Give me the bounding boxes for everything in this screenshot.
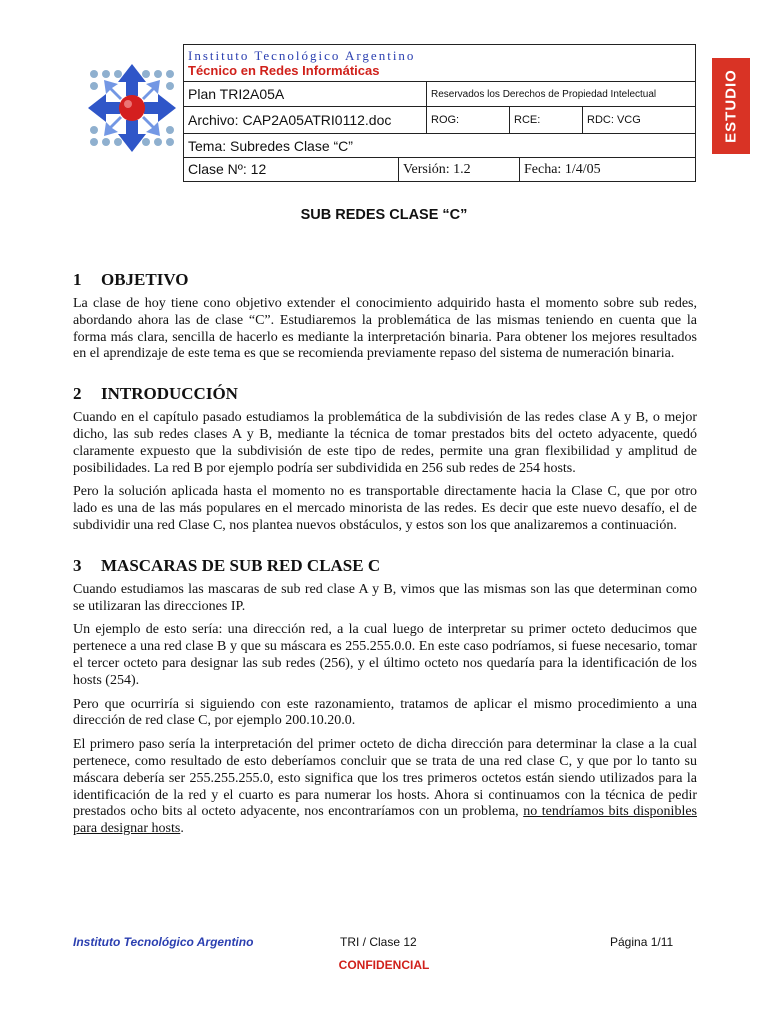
paragraph-end: .: [180, 821, 184, 837]
estudio-badge-label: ESTUDIO: [722, 69, 740, 143]
section-number: 3: [73, 555, 82, 575]
section-number: 2: [73, 384, 82, 404]
footer-page-number: Página 1/11: [610, 935, 674, 949]
paragraph: Pero que ocurriría si siguiendo con este razonamiento, tratamos de aplicar el mismo procedimiento a una dirección de red clase C, por ejemplo 200.10.20.0.: [73, 696, 697, 729]
section-title: OBJETIVO: [101, 270, 189, 289]
document-header-table: [183, 44, 696, 182]
section-title: MASCARAS DE SUB RED CLASE C: [101, 555, 381, 575]
class-row: [184, 158, 696, 182]
estudio-badge: [712, 58, 750, 154]
document-body: [73, 270, 697, 838]
rdc-cell: RDC: VCG: [583, 107, 696, 134]
paragraph: Cuando estudiamos las mascaras de sub red clase A y B, vimos que las mismas son las que determinan como se utilizaran las direcciones IP.: [73, 581, 697, 614]
paragraph: Un ejemplo de esto sería: una dirección red, a la cual luego de interpretar su primer octeto deducimos que pertenece a una red clase B y que su máscara es 255.255.0.0. En este caso podríamos, si fuese necesario, tomar el tercer octeto para designar las sub redes (256), y el último octeto nos quedaría para la identificación de los hosts (254).: [73, 622, 697, 688]
section-heading: [73, 270, 697, 290]
plan-cell: Plan TRI2A05A: [184, 82, 427, 107]
paragraph: Pero la solución aplicada hasta el momento no es transportable directamente hacia la Clase C, que por otro lado es una de las más populares en el mercado minorista de las redes. Es decir que este nuevo desafío, el de subdividir una red Clase C, nos plantea nuevos obstáculos, y estos son los que analizaremos a continuación.: [73, 484, 697, 533]
paragraph: La clase de hoy tiene cono objetivo extender el conocimiento adquirido hasta el momento sobre sub redes, abordando ahora las de clase “C”. Estudiaremos la problemática de las mismas teniendo en cuenta que la forma más clara, sencilla de hacerlo es mediante la interpretación binaria. Para obtener los mejores resultados en el aprendizaje de este tema es que se recomienda previamente repaso del sistema de numeración binaria.: [73, 296, 697, 362]
paragraph: [73, 737, 697, 838]
file-cell: Archivo: CAP2A05ATRI0112.doc: [184, 107, 427, 134]
topic-cell: Tema: Subredes Clase “C”: [184, 134, 696, 158]
underlined-text: no tendríamos bits disponibles para designar hosts: [73, 804, 697, 837]
rce-cell: RCE:: [510, 107, 583, 134]
footer-class: TRI / Clase 12: [340, 935, 417, 949]
institute-logo: [84, 60, 180, 156]
paragraph: Cuando en el capítulo pasado estudiamos la problemática de la subdivisión de las redes clase A y B, o mejor dicho, las sub redes clases A y B, mediante la técnica de tomar prestados bits del octeto adyacente, quedó claramente expuesto que la subdivisión de este tipo de redes, permite una gran flexibilidad y amplitud de posibilidades. La red B por ejemplo podría ser subdividida en 256 sub redes de 254 hosts.: [73, 410, 697, 476]
institute-cell: [184, 45, 696, 82]
rights-cell: Reservados los Derechos de Propiedad Intelectual: [427, 82, 696, 107]
program-name: Técnico en Redes Informáticas: [188, 62, 380, 78]
institute-name: Instituto Tecnológico Argentino: [188, 47, 416, 63]
section-objetivo: [73, 270, 697, 363]
rog-cell: ROG:: [427, 107, 510, 134]
class-number: Clase Nº: 12: [184, 158, 399, 181]
section-mascaras: [73, 556, 697, 838]
paragraph-text: El primero paso sería la interpretación del primer octeto de dicha dirección para determinar la clase a la cual pertenece, como resultado de esto deberíamos concluir que se trata de una red clase C, y que por lo tanto su máscara debería ser 255.255.255.0, esto significa que los tres primeros octetos están siendo utilizados para la identificación de la red y el cuarto es para numerar los hosts. Ahora si continuamos con la técnica de pedir prestados ocho bits al octeto adyacente, nos encontraríamos con un problema,: [73, 737, 697, 820]
footer-institute: Instituto Tecnológico Argentino: [73, 935, 254, 949]
section-heading: [73, 384, 697, 404]
date: Fecha: 1/4/05: [524, 161, 601, 177]
section-heading: [73, 556, 697, 576]
logo-sphere: [119, 95, 145, 121]
section-introduccion: [73, 384, 697, 535]
version: Versión: 1.2: [399, 158, 520, 181]
section-title: INTRODUCCIÓN: [101, 384, 238, 404]
confidential-label: CONFIDENCIAL: [338, 958, 430, 972]
section-number: 1: [73, 270, 82, 289]
document-title: SUB REDES CLASE “C”: [300, 207, 468, 223]
